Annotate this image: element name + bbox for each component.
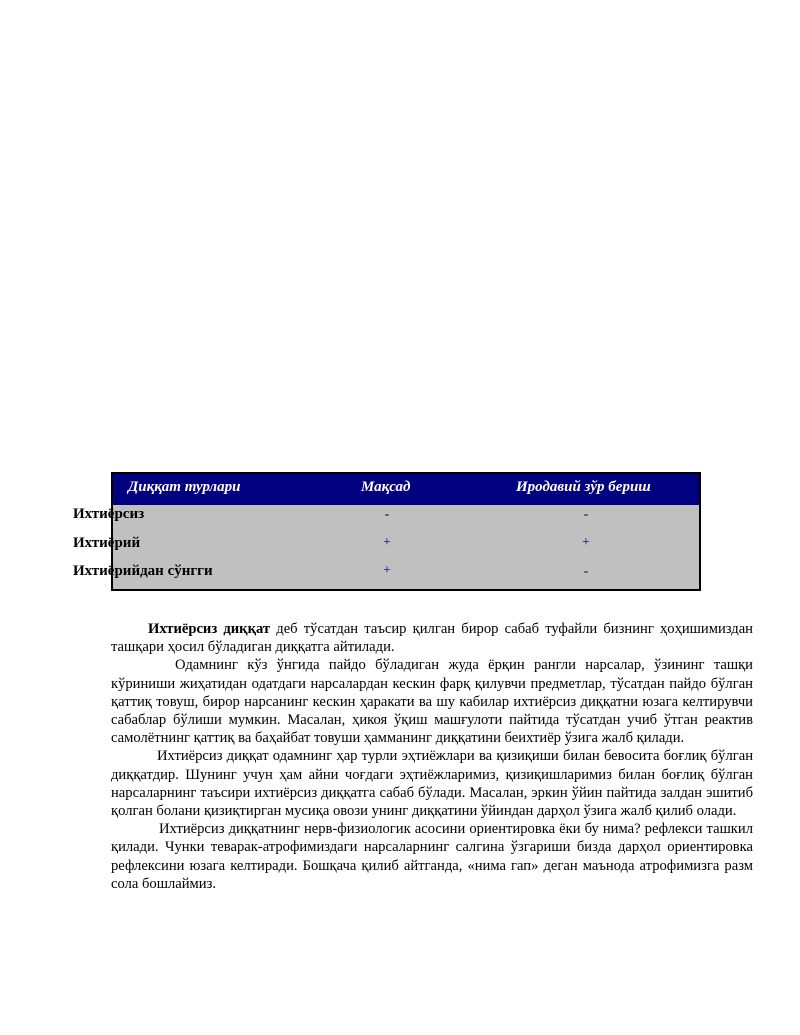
header-attention-types: Диққат турлари (128, 479, 241, 495)
row-label-voluntary: Ихтиёрий (73, 535, 141, 551)
header-volitional-effort: Иродавий зўр бериш (516, 479, 651, 495)
paragraph-causes: Одамнинг кўз ўнгида пайдо бўладиган жуда ёрқин рангли нарсалар, ўзининг ташқи кўриниши жиҳатидан одатдаги нарсалардан кескин фарқ қилувчи предметлар, тўсатдан пайдо бўлган қаттиқ товуш, бирор нарсанинг кескин ҳаракати ва шу кабилар ихтиёрсиз диққатни юзага келтирувчи сабаблар бўлиши мумкин. Масалан, ҳикоя ўқиш машғулоти пайтида тўсатдан учиб ўтган реактив самолётнинг қаттиқ ва баҳайбат товуши ҳамманинг диққатини беихтиёр ўзига жалб қилади. (111, 657, 753, 747)
row-label-post-voluntary: Ихтиёрийдан сўнгги (73, 563, 213, 579)
paragraph-definition (111, 620, 753, 656)
table-header-row (113, 474, 699, 505)
paragraph-physiology: Ихтиёрсиз диққатнинг нерв-физиологик асосини ориентировка ёки бу нима? рефлекси ташкил қилади. Чунки теварак-атрофимиздаги нарсаларнинг салгина ўзгариши бизда дарҳол ориентировка рефлексини юзага келтиради. Бошқача қилиб айтганда, «нима гап» деган маънода атрофимизга разм сола бошлаймиз. (111, 821, 753, 892)
term-involuntary-attention: Ихтиёрсиз диққат (148, 621, 271, 637)
row-involuntary-goal: - (384, 507, 390, 522)
row-label-involuntary: Ихтиёрсиз (73, 506, 145, 522)
row-voluntary-goal: + (383, 535, 391, 550)
row-post-voluntary-effort: - (583, 564, 589, 579)
row-post-voluntary-goal: + (383, 563, 391, 578)
paragraph-definition-text: деб тўсатдан таъсир қилган бирор сабаб туфайли бизнинг ҳоҳишимиздан ташқари ҳосил бўладиган диққатга айтилади. (111, 621, 753, 656)
row-voluntary-effort: + (582, 535, 590, 550)
body-text (111, 620, 753, 893)
header-goal: Мақсад (361, 479, 411, 495)
row-involuntary-effort: - (583, 507, 589, 522)
paragraph-needs-interests: Ихтиёрсиз диққат одамнинг ҳар турли эҳтиёжлари ва қизиқиши билан бевосита боғлиқ бўлган диққатдир. Шунинг учун ҳам айни чоғдаги эҳтиёжларимиз, қизиқишларимиз билан боғлиқ бўлган нарсаларнинг таъсири ихтиёрсиз диққатга сабаб бўлади. Масалан, эркин ўйин пайтида залдан эшитиб қолган болани қизиқтирган мусиқа овози унинг диққатини ўйиндан дарҳол ўзига жалб қилиб олади. (111, 748, 753, 820)
